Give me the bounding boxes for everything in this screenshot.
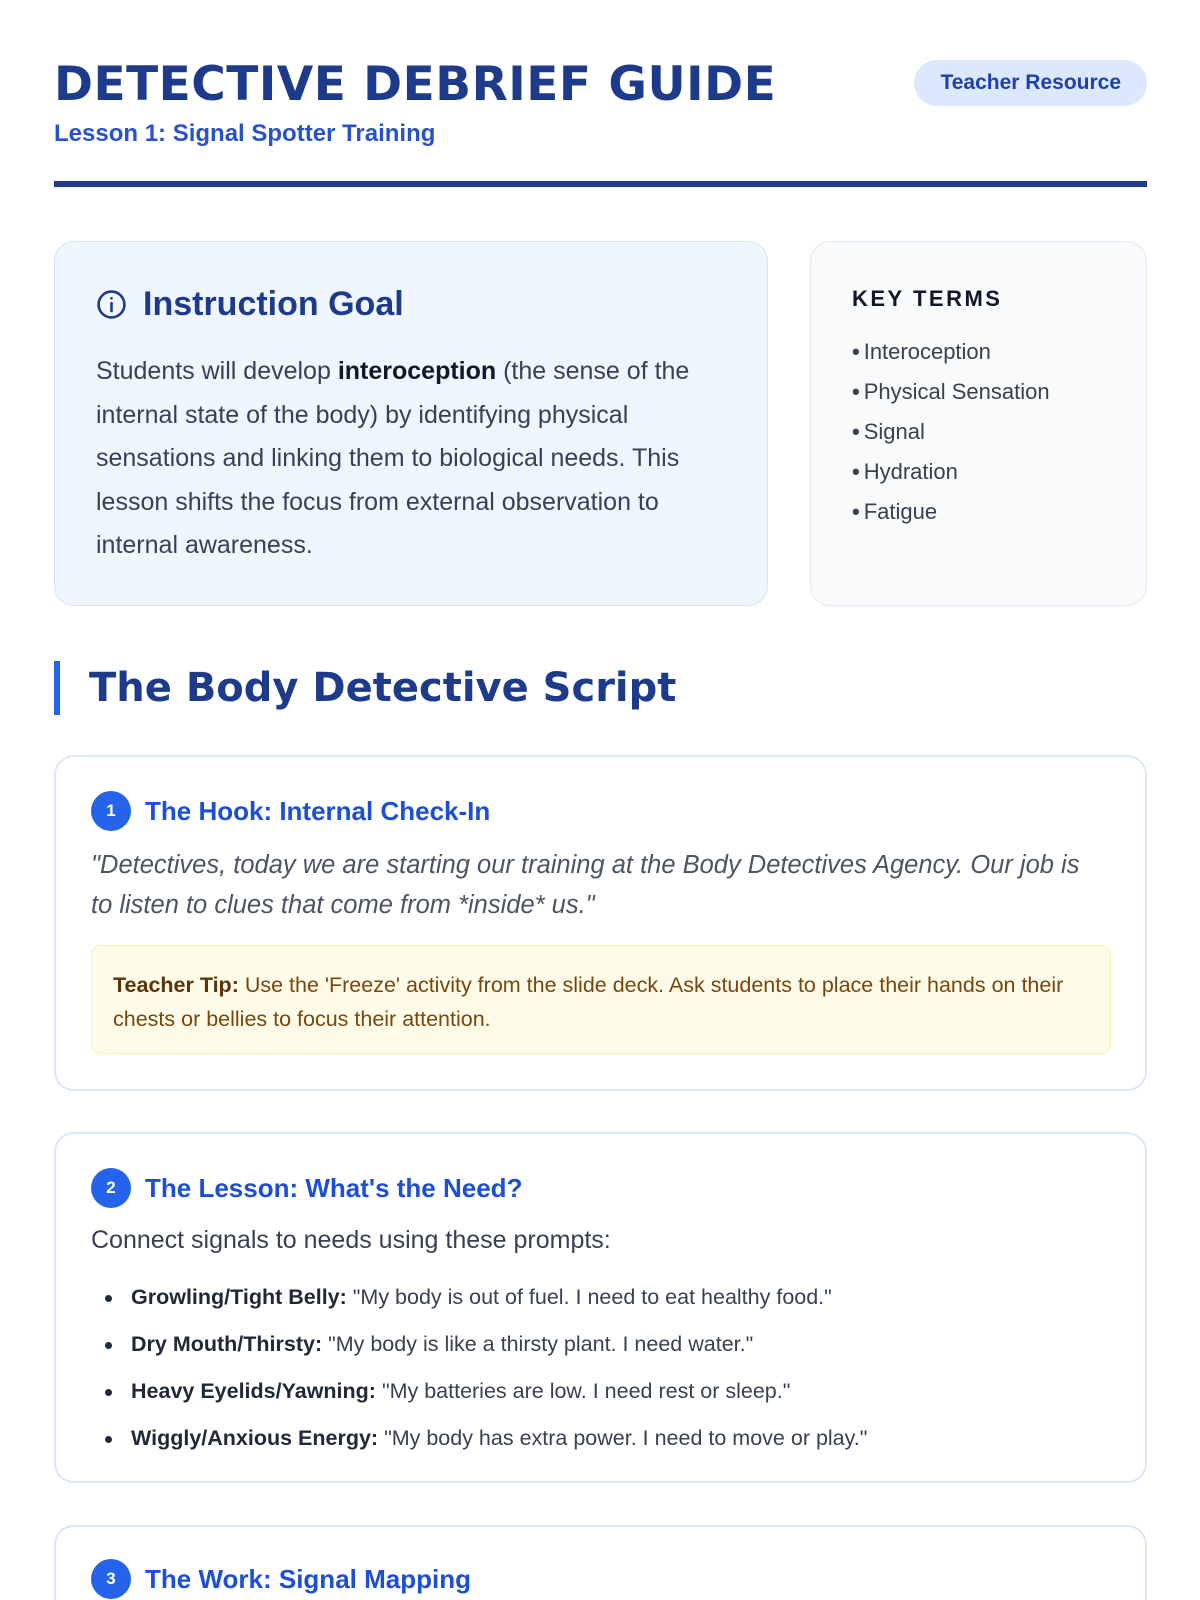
page-header xyxy=(54,58,1147,188)
step-card-work xyxy=(54,1525,1147,1600)
teacher-tip-text: Use the 'Freeze' activity from the slide deck. Ask students to place their hands on their chests or bellies to focus their attention. xyxy=(113,973,1064,1031)
step-header xyxy=(91,1559,471,1599)
signal-need-item: Growling/Tight Belly: "My body is out of fuel. I need to eat healthy food." xyxy=(91,1274,1111,1321)
step-header xyxy=(91,791,490,831)
step-title: The Lesson: What's the Need? xyxy=(145,1172,523,1203)
key-term-item: • Hydration xyxy=(852,459,958,484)
step-card-hook xyxy=(54,755,1147,1091)
section-title: The Body Detective Script xyxy=(89,665,677,711)
teacher-resource-badge: Teacher Resource xyxy=(914,60,1147,106)
step-title: The Work: Signal Mapping xyxy=(145,1563,471,1594)
script-quote: "Detectives, today we are starting our training at the Body Detectives Agency. Our job is to listen to clues that come from *inside* us." xyxy=(91,851,1080,919)
signal-need-item: Heavy Eyelids/Yawning: "My batteries are low. I need rest or sleep." xyxy=(91,1368,1111,1415)
step-number-badge: 2 xyxy=(91,1168,131,1208)
teacher-tip xyxy=(91,945,1111,1054)
signal-need-item: Dry Mouth/Thirsty: "My body is like a thirsty plant. I need water." xyxy=(91,1321,1111,1368)
signal-needs-list xyxy=(91,1274,1111,1462)
key-terms-list xyxy=(852,332,1146,532)
teacher-tip-label: Teacher Tip: xyxy=(113,973,239,997)
instruction-goal-text: Students will develop interoception (the sense of the internal state of the body) by identifying physical sensations and linking them to biological needs. This lesson shifts the focus from external observation to internal awareness. xyxy=(96,357,690,559)
instruction-goal-title: Instruction Goal xyxy=(143,284,404,323)
instruction-goal-card xyxy=(54,241,768,606)
key-term-item: • Fatigue xyxy=(852,499,938,524)
script-section-heading xyxy=(54,661,676,715)
step-header xyxy=(91,1168,522,1208)
step-intro: Connect signals to needs using these prompts: xyxy=(91,1226,611,1254)
key-term-item: • Signal xyxy=(852,419,925,444)
key-terms-title: KEY TERMS xyxy=(852,286,1003,311)
step-title: The Hook: Internal Check-In xyxy=(145,795,491,826)
header-divider xyxy=(54,181,1147,187)
key-term-item: • Interoception xyxy=(852,339,991,364)
page-title: DETECTIVE DEBRIEF GUIDE xyxy=(54,57,777,112)
key-term-item: • Physical Sensation xyxy=(852,379,1050,404)
step-card-lesson xyxy=(54,1132,1147,1483)
interoception-term: interoception xyxy=(337,357,497,385)
instruction-goal-header xyxy=(96,284,727,324)
info-icon xyxy=(96,289,127,320)
key-terms-card xyxy=(810,241,1147,606)
signal-need-item: Wiggly/Anxious Energy: "My body has extra power. I need to move or play." xyxy=(91,1415,1111,1462)
step-number-badge: 1 xyxy=(91,791,131,831)
step-number-badge: 3 xyxy=(91,1559,131,1599)
lesson-subtitle: Lesson 1: Signal Spotter Training xyxy=(54,120,436,147)
